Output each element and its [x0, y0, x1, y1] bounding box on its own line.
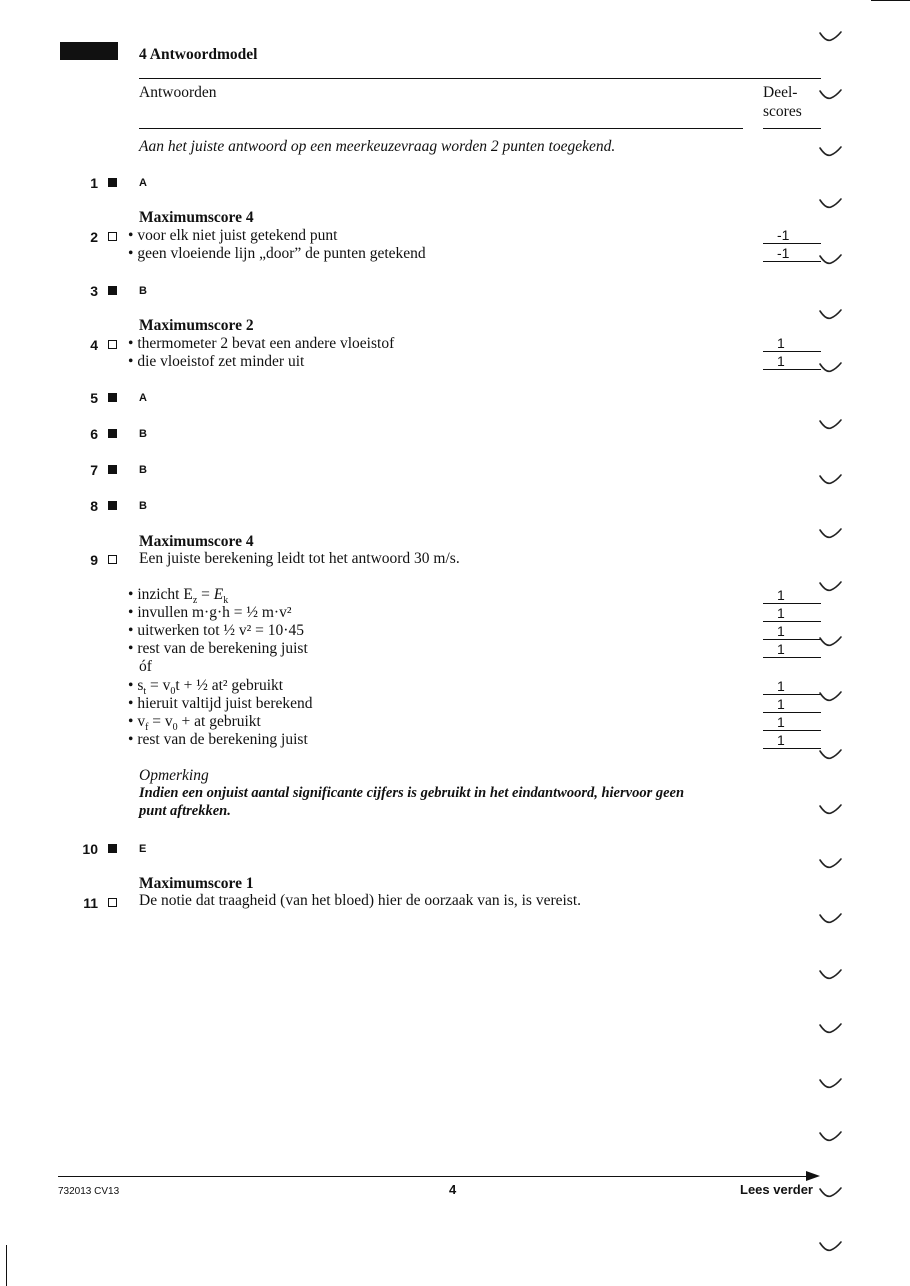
question-type-mc-icon — [108, 501, 117, 510]
question-number: 9 — [90, 552, 98, 568]
mc-answer: B — [139, 428, 147, 440]
question-type-open-icon — [108, 340, 117, 349]
check-mark-icon — [818, 197, 844, 211]
remark-text: punt aftrekken. — [139, 803, 231, 819]
score-item-text: thermometer 2 bevat een andere vloeistof — [137, 335, 395, 352]
question-type-open-icon — [108, 555, 117, 564]
part-score: 1 — [763, 642, 821, 658]
score-item: • hieruit valtijd juist berekend — [128, 695, 313, 712]
check-mark-icon — [818, 857, 844, 871]
question-number: 10 — [82, 841, 98, 857]
score-item: • voor elk niet juist getekend punt — [128, 227, 338, 244]
score-item-text: invullen m·g·h = ½ m·v² — [137, 604, 292, 621]
question-number: 8 — [90, 498, 98, 514]
title-rule — [139, 78, 821, 79]
check-mark-icon — [818, 527, 844, 541]
score-item-text: uitwerken tot ½ v² = 10·45 — [137, 622, 304, 639]
page-title: 4 Antwoordmodel — [139, 46, 258, 63]
mc-answer: A — [139, 392, 147, 404]
question-type-open-icon — [108, 232, 117, 241]
part-score: 1 — [763, 624, 821, 640]
question-type-mc-icon — [108, 465, 117, 474]
check-mark-icon — [818, 1130, 844, 1144]
part-score: 1 — [763, 733, 821, 749]
check-mark-icon — [818, 1022, 844, 1036]
part-score: 1 — [763, 606, 821, 622]
check-mark-icon — [818, 308, 844, 322]
part-score: -1 — [763, 228, 821, 244]
check-mark-icon — [818, 1077, 844, 1091]
score-item-text: hieruit valtijd juist berekend — [137, 695, 313, 712]
question-number: 2 — [90, 229, 98, 245]
score-item: • $v_f = v_0$ + at gebruikt — [128, 713, 261, 734]
score-item-text: die vloeistof zet minder uit — [137, 353, 305, 370]
header-rule-answers — [139, 128, 743, 129]
margin-mark — [6, 1245, 7, 1286]
mc-answer: B — [139, 500, 147, 512]
question-number: 11 — [83, 895, 98, 911]
max-score-heading: Maximumscore 4 — [139, 209, 254, 226]
corner-rule — [871, 0, 910, 1]
check-mark-icon — [818, 690, 844, 704]
part-score: 1 — [763, 679, 821, 695]
check-mark-icon — [818, 748, 844, 762]
score-item: • thermometer 2 bevat een andere vloeistof — [128, 335, 395, 352]
check-mark-icon — [818, 473, 844, 487]
max-score-heading: Maximumscore 1 — [139, 875, 254, 892]
part-score: -1 — [763, 246, 821, 262]
mc-answer: B — [139, 464, 147, 476]
score-item: • rest van de berekening juist — [128, 731, 308, 748]
question-type-open-icon — [108, 898, 117, 907]
answer-intro: Een juiste berekening leidt tot het antwoord 30 m/s. — [139, 550, 460, 567]
score-item-text: geen vloeiende lijn „door” de punten getekend — [137, 245, 426, 262]
check-mark-icon — [818, 580, 844, 594]
question-type-mc-icon — [108, 429, 117, 438]
check-mark-icon — [818, 635, 844, 649]
check-mark-icon — [818, 361, 844, 375]
check-mark-icon — [818, 145, 844, 159]
part-score: 1 — [763, 697, 821, 713]
question-number: 7 — [90, 462, 98, 478]
check-mark-icon — [818, 1186, 844, 1200]
remark-text: Indien een onjuist aantal significante cijfers is gebruikt in het eindantwoord, hiervoor geen — [139, 785, 685, 801]
score-item: • rest van de berekening juist — [128, 640, 308, 657]
check-mark-icon — [818, 253, 844, 267]
column-header-scores-1: Deel- — [763, 84, 798, 101]
column-header-answers: Antwoorden — [139, 84, 217, 101]
score-item-text: rest van de berekening juist — [137, 731, 308, 748]
max-score-heading: Maximumscore 2 — [139, 317, 254, 334]
score-item: • invullen m·g·h = ½ m·v² — [128, 604, 292, 621]
check-mark-icon — [818, 418, 844, 432]
remark-title: Opmerking — [139, 767, 209, 784]
score-item: • inzicht $E_z = E_k$ — [128, 586, 229, 607]
column-header-scores-2: scores — [763, 103, 802, 120]
question-type-mc-icon — [108, 178, 117, 187]
score-item-text: inzicht E — [137, 586, 193, 603]
check-mark-icon — [818, 968, 844, 982]
exam-code: 732013 CV13 — [58, 1186, 120, 1197]
mc-answer: E — [139, 843, 147, 855]
part-score: 1 — [763, 588, 821, 604]
answer-text: De notie dat traagheid (van het bloed) hier de oorzaak van is, is vereist. — [139, 892, 582, 909]
footer-arrow-icon — [806, 1171, 820, 1181]
header-black-block — [60, 42, 118, 60]
question-number: 1 — [90, 175, 98, 191]
footer-rule — [58, 1176, 810, 1177]
score-item: • geen vloeiende lijn „door” de punten getekend — [128, 245, 426, 262]
question-number: 5 — [90, 390, 98, 406]
part-score: 1 — [763, 336, 821, 352]
score-item: • uitwerken tot ½ v² = 10·45 — [128, 622, 304, 639]
check-mark-icon — [818, 912, 844, 926]
header-rule-scores — [763, 128, 821, 129]
page-number: 4 — [449, 1182, 457, 1197]
mc-answer: B — [139, 285, 147, 297]
continue-text: Lees verder — [740, 1182, 813, 1197]
check-mark-icon — [818, 1240, 844, 1254]
question-number: 4 — [90, 337, 98, 353]
question-type-mc-icon — [108, 844, 117, 853]
score-item-text: s — [137, 677, 144, 694]
question-number: 6 — [90, 426, 98, 442]
score-item-text: v — [137, 713, 146, 730]
score-item-text: rest van de berekening juist — [137, 640, 308, 657]
or-separator: óf — [139, 658, 152, 675]
mc-answer: A — [139, 177, 147, 189]
max-score-heading: Maximumscore 4 — [139, 533, 254, 550]
question-number: 3 — [90, 283, 98, 299]
part-score: 1 — [763, 715, 821, 731]
score-item-text: voor elk niet juist getekend punt — [137, 227, 338, 244]
question-type-mc-icon — [108, 286, 117, 295]
intro-text: Aan het juiste antwoord op een meerkeuzevraag worden 2 punten toegekend. — [139, 138, 616, 155]
check-mark-icon — [818, 88, 844, 102]
score-item: • $s_t = v_0t$ + ½ at² gebruikt — [128, 677, 284, 698]
part-score: 1 — [763, 354, 821, 370]
score-item: • die vloeistof zet minder uit — [128, 353, 305, 370]
check-mark-icon — [818, 803, 844, 817]
question-type-mc-icon — [108, 393, 117, 402]
check-mark-icon — [818, 30, 844, 44]
